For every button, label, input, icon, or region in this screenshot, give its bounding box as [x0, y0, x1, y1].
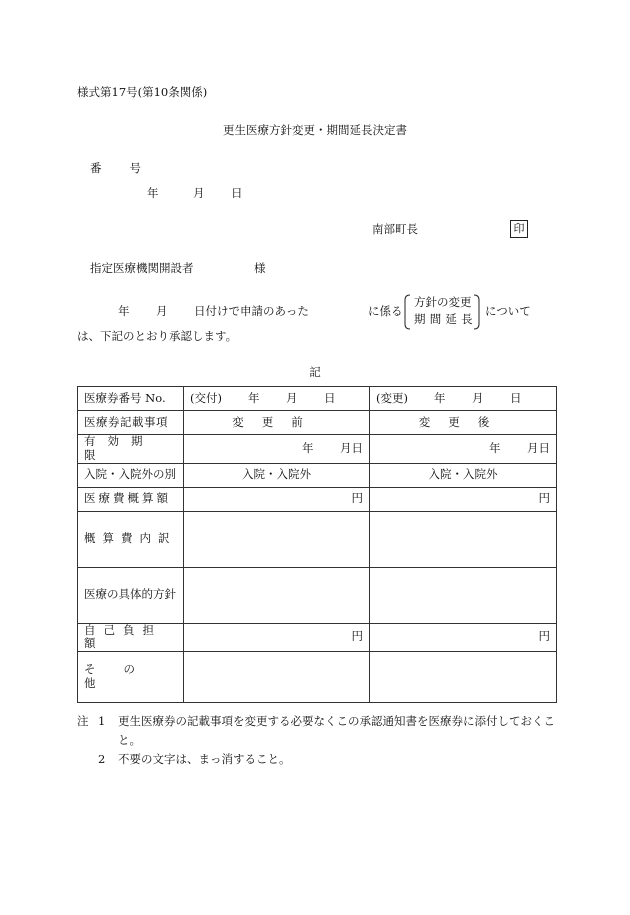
body-year: 年 — [118, 304, 130, 318]
body-applied-text: 日付けで申請のあった — [194, 304, 309, 318]
validity-before-year: 年 — [302, 440, 314, 455]
seal-mark: 印 — [510, 220, 528, 238]
table-row-other — [78, 652, 557, 703]
note-item — [77, 750, 557, 769]
note-text: 更生医療券の記載事項を変更する必要なくこの承認通知書を医療券に添付しておくこと。 — [118, 714, 555, 747]
notes — [77, 712, 557, 769]
other-label: その他 — [78, 652, 184, 703]
ticket-changed-year: 年 — [434, 390, 446, 405]
issue-date-year: 年 — [147, 186, 159, 200]
ticket-issued-year: 年 — [248, 390, 260, 405]
entries-after: 変更後 — [370, 411, 557, 435]
table-row-copay — [78, 623, 557, 652]
entries-label: 医療券記載事項 — [78, 411, 184, 435]
note-number: 2 — [98, 752, 106, 766]
table-row-ticket — [78, 387, 557, 411]
body-line-2: は、下記のとおり承認します。 — [77, 329, 238, 343]
body-kakaru: に係る — [368, 304, 403, 318]
other-after — [370, 652, 557, 703]
ticket-issued-day: 日 — [324, 390, 336, 405]
inpatient-after: 入院・入院外 — [370, 463, 557, 487]
body-month: 月 — [156, 304, 168, 318]
estimate-after-unit: 円 — [370, 487, 557, 511]
decision-table — [77, 386, 557, 703]
validity-before-month: 月 — [340, 440, 352, 455]
note-number: 1 — [98, 714, 106, 728]
table-row-inpatient — [78, 463, 557, 487]
issue-date-month: 月 — [193, 186, 205, 200]
validity-before-day: 日 — [351, 440, 363, 455]
other-before — [184, 652, 370, 703]
ticket-changed-prefix: (変更) — [376, 390, 408, 405]
validity-after-month: 月 — [527, 440, 539, 455]
policy-label: 医療の具体的方針 — [78, 567, 184, 623]
table-row-entries — [78, 411, 557, 435]
inpatient-label: 入院・入院外の別 — [78, 463, 184, 487]
body-line-1 — [118, 305, 309, 319]
validity-label: 有効期限 — [78, 435, 184, 464]
form-number: 様式第17号(第10条関係) — [77, 85, 208, 99]
issue-date — [147, 187, 243, 201]
document-title: 更生医療方針変更・期間延長決定書 — [223, 123, 407, 137]
validity-after-day: 日 — [538, 440, 550, 455]
table-row-breakdown — [78, 511, 557, 567]
option-period-extension: 期間延長 — [414, 312, 477, 326]
ticket-issued — [184, 387, 370, 411]
validity-before — [184, 435, 370, 464]
ticket-changed-day: 日 — [510, 390, 522, 405]
copay-before-unit: 円 — [184, 623, 370, 652]
addressee: 指定医療機関開設者 — [90, 261, 194, 275]
copay-after-unit: 円 — [370, 623, 557, 652]
breakdown-before — [184, 511, 370, 567]
ki-label: 記 — [309, 365, 321, 379]
policy-after — [370, 567, 557, 623]
table-row-validity — [78, 435, 557, 464]
ticket-label: 医療券番号 No. — [78, 387, 184, 411]
ticket-issued-prefix: (交付) — [190, 390, 222, 405]
validity-after-year: 年 — [489, 440, 501, 455]
body-tsuite: について — [485, 304, 531, 318]
inpatient-before: 入院・入院外 — [184, 463, 370, 487]
breakdown-after — [370, 511, 557, 567]
estimate-label: 医療費概算額 — [78, 487, 184, 511]
ticket-issued-month: 月 — [286, 390, 298, 405]
note-mark: 注 — [77, 714, 89, 728]
breakdown-label: 概算費内訳 — [78, 511, 184, 567]
policy-before — [184, 567, 370, 623]
addressee-honorific: 様 — [254, 261, 266, 275]
note-item — [77, 712, 557, 750]
table-row-estimate — [78, 487, 557, 511]
validity-after — [370, 435, 557, 464]
issuer-name: 南部町長 — [372, 222, 418, 236]
table-row-policy — [78, 567, 557, 623]
option-policy-change: 方針の変更 — [414, 295, 472, 309]
estimate-before-unit: 円 — [184, 487, 370, 511]
number-label: 番号 — [90, 161, 169, 175]
copay-label: 自己負担額 — [78, 623, 184, 652]
issue-date-day: 日 — [231, 186, 243, 200]
note-text: 不要の文字は、まっ消すること。 — [118, 752, 291, 766]
entries-before: 変更前 — [184, 411, 370, 435]
ticket-changed — [370, 387, 557, 411]
ticket-changed-month: 月 — [472, 390, 484, 405]
